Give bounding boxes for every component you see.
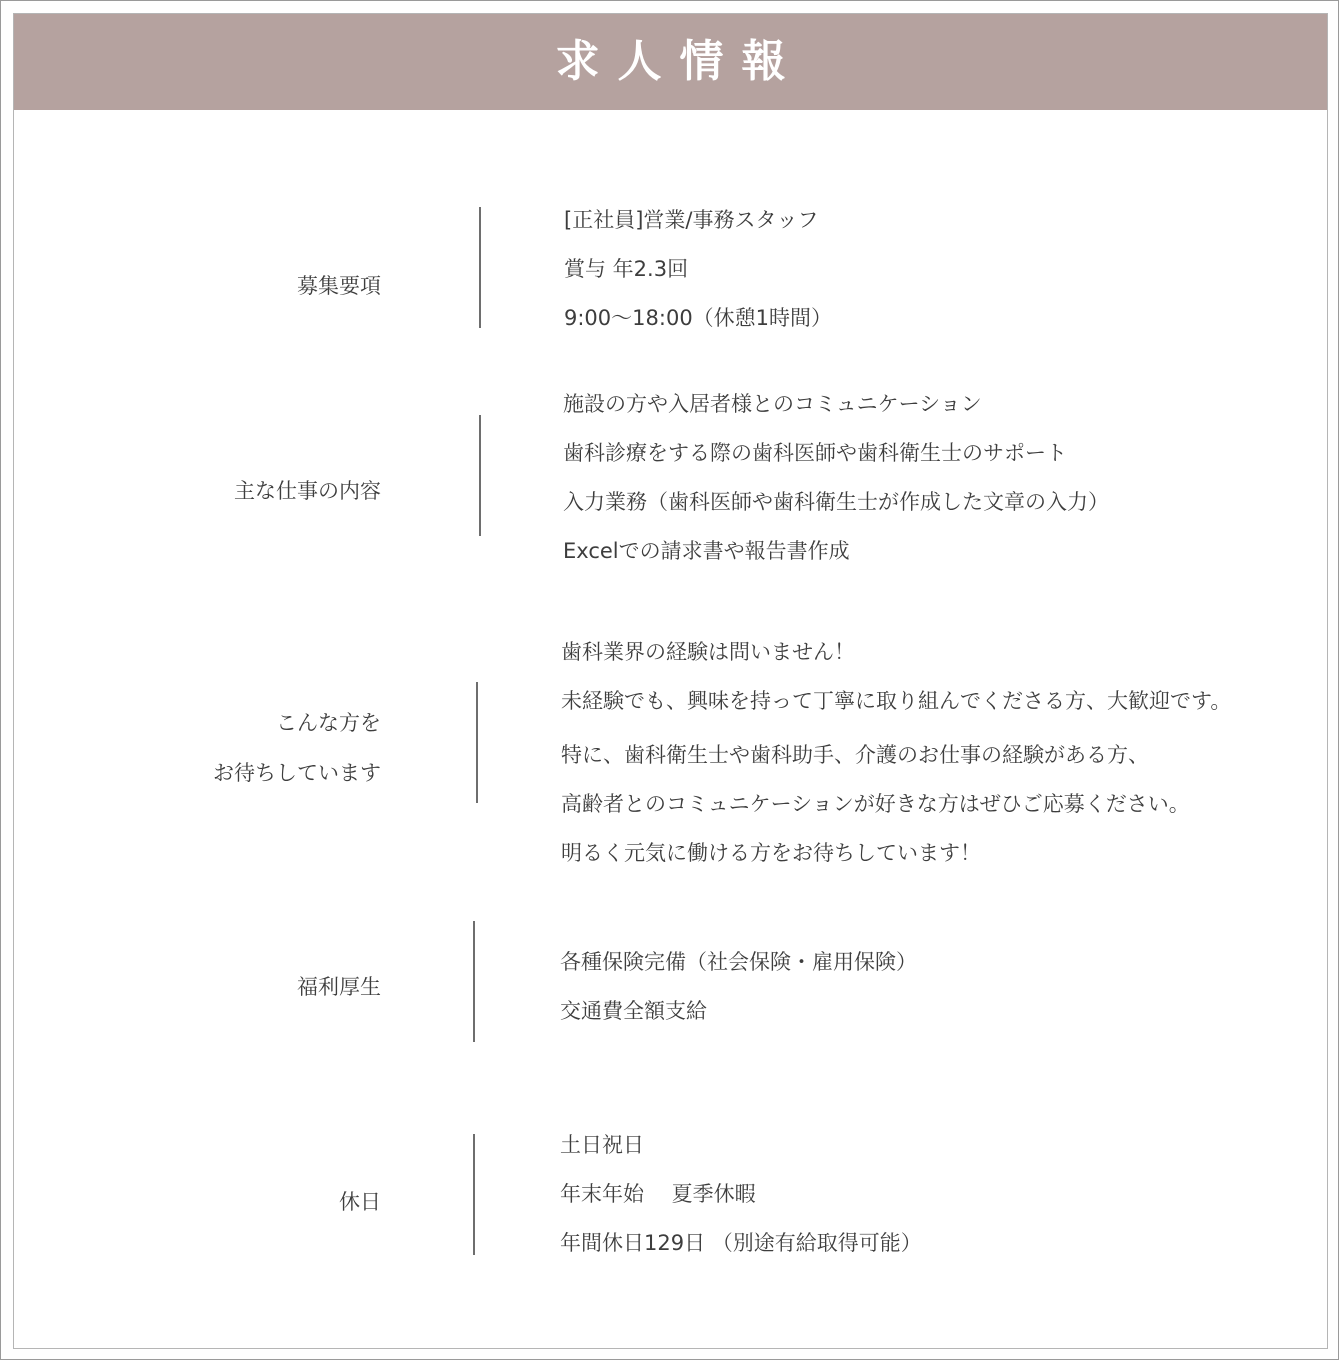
content-item: 土日祝日 [560,1133,644,1157]
content-item: 各種保険完備（社会保険・雇用保険） [560,950,917,974]
section-divider [476,682,478,803]
section-divider [473,921,475,1042]
content-item: 明るく元気に働ける方をお待ちしています！ [561,841,981,865]
section-content-holidays [560,1121,922,1268]
content-item: 賞与 年2.3回 [564,257,689,281]
content-item: [正社員]営業/事務スタッフ [564,208,819,232]
section-label-line: 休日 [339,1190,381,1214]
section-content-recruitment [564,196,832,343]
content-item: 高齢者とのコミュニケーションが好きな方はぜひご応募ください。 [561,792,1190,816]
job-info-panel [13,13,1328,1349]
section-content-duties [563,380,1109,576]
section-divider [479,415,481,536]
content-item: 特に、歯科衛生士や歯科助手、介護のお仕事の経験がある方、 [561,743,1149,767]
section-divider [473,1134,475,1255]
section-label-line: お待ちしています [213,761,381,785]
section-label-holidays [339,1177,381,1227]
content-item: 年末年始 夏季休暇 [560,1182,756,1206]
content-item: Excelでの請求書や報告書作成 [563,539,850,563]
section-label-duties [234,466,381,516]
section-content-benefits [560,938,917,1036]
section-label-line: 福利厚生 [297,975,381,999]
content-item: 歯科業界の経験は問いません！ [561,640,855,664]
content-item: 年間休日129日 （別途有給取得可能） [560,1231,922,1255]
page-title: 求人情報 [555,36,804,87]
content-item: 歯科診療をする際の歯科医師や歯科衛生士のサポート [563,441,1067,465]
section-content-ideal-candidate [561,628,1231,878]
section-label-ideal-candidate [213,698,381,798]
section-label-line: 募集要項 [297,274,381,298]
section-label-benefits [297,962,381,1012]
content-item: 施設の方や入居者様とのコミュニケーション [563,392,982,416]
section-label-line: こんな方を [276,711,381,735]
content-item: 交通費全額支給 [560,999,707,1023]
content-item: 入力業務（歯科医師や歯科衛生士が作成した文章の入力） [563,490,1109,514]
section-label-recruitment [297,261,381,311]
header-band [14,14,1327,110]
content-item: 未経験でも、興味を持って丁寧に取り組んでくださる方、大歓迎です。 [561,689,1232,713]
section-divider [479,207,481,328]
content-item: 9:00～18:00（休憩1時間） [564,306,833,330]
section-label-line: 主な仕事の内容 [234,479,381,503]
